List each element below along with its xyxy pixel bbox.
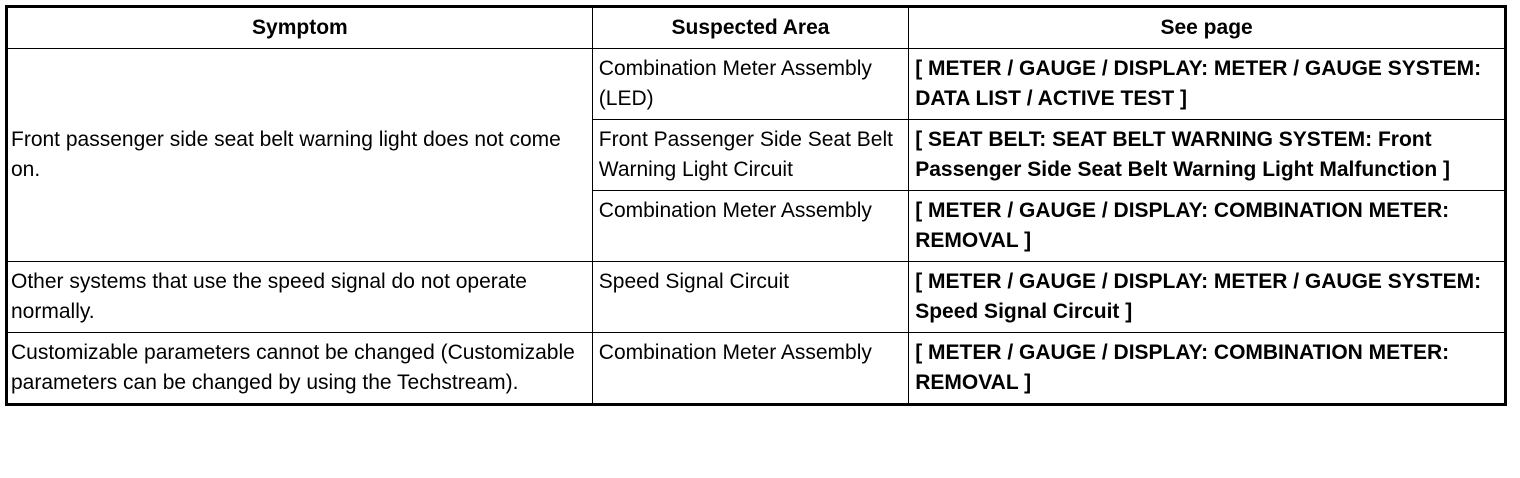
suspected-area-cell: Combination Meter Assembly (LED) — [592, 49, 908, 120]
suspected-area-cell: Combination Meter Assembly — [592, 191, 908, 262]
table-row — [7, 49, 1506, 120]
header-symptom: Symptom — [7, 7, 593, 49]
see-page-link[interactable]: [ METER / GAUGE / DISPLAY: METER / GAUGE SYSTEM: Speed Signal Circuit ] — [909, 262, 1506, 333]
troubleshooting-table-wrapper — [5, 5, 1507, 406]
header-see-page: See page — [909, 7, 1506, 49]
suspected-area-cell: Front Passenger Side Seat Belt Warning Light Circuit — [592, 120, 908, 191]
header-suspected-area: Suspected Area — [592, 7, 908, 49]
table-row — [7, 262, 1506, 333]
see-page-link[interactable]: [ METER / GAUGE / DISPLAY: COMBINATION METER: REMOVAL ] — [909, 191, 1506, 262]
see-page-link[interactable]: [ SEAT BELT: SEAT BELT WARNING SYSTEM: Front Passenger Side Seat Belt Warning Light Malfunction ] — [909, 120, 1506, 191]
symptom-cell: Other systems that use the speed signal do not operate normally. — [7, 262, 593, 333]
symptom-cell: Customizable parameters cannot be changed (Customizable parameters can be changed by using the Techstream). — [7, 333, 593, 405]
suspected-area-cell: Combination Meter Assembly — [592, 333, 908, 405]
symptom-table — [5, 5, 1507, 406]
header-row — [7, 7, 1506, 49]
see-page-link[interactable]: [ METER / GAUGE / DISPLAY: COMBINATION METER: REMOVAL ] — [909, 333, 1506, 405]
symptom-cell: Front passenger side seat belt warning light does not come on. — [7, 49, 593, 262]
table-row — [7, 333, 1506, 405]
see-page-link[interactable]: [ METER / GAUGE / DISPLAY: METER / GAUGE SYSTEM: DATA LIST / ACTIVE TEST ] — [909, 49, 1506, 120]
suspected-area-cell: Speed Signal Circuit — [592, 262, 908, 333]
